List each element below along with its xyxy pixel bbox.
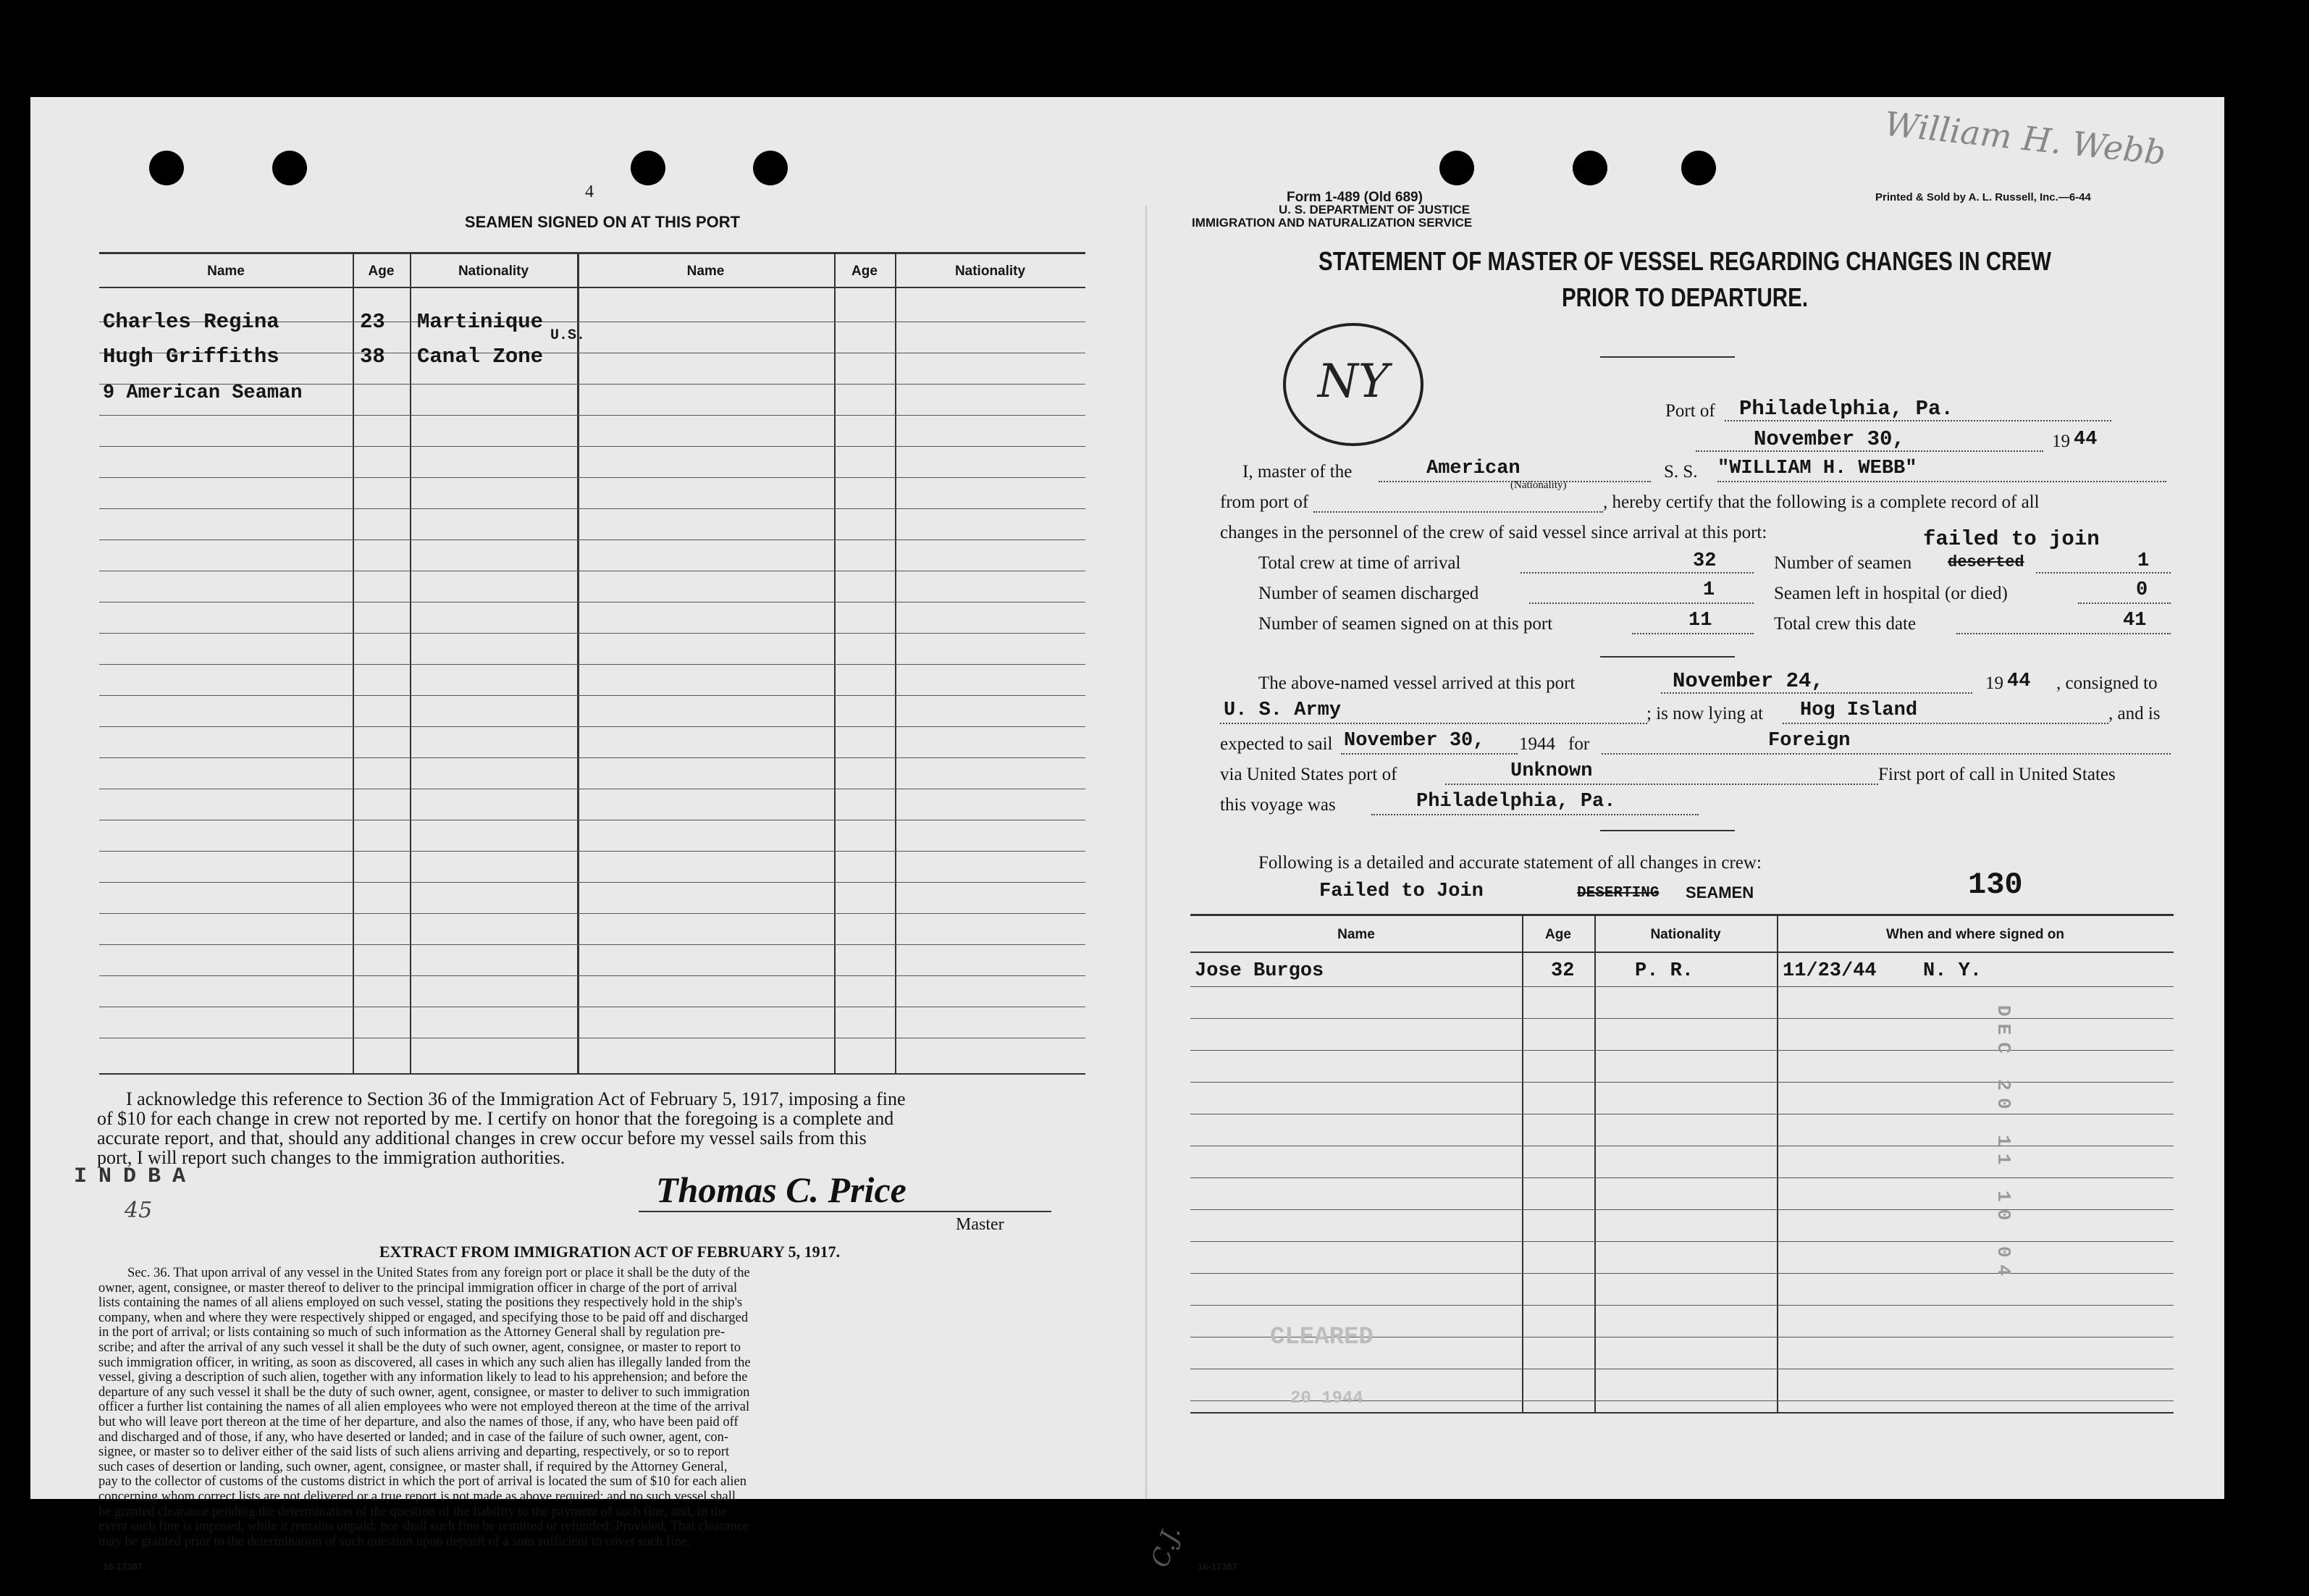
column-header: Age (1545, 927, 1571, 942)
punch-hole (1439, 151, 1474, 185)
acknowledgment-text: I acknowledge this reference to Section 36 of the Immigration Act of February 5, 1917, imposing a fine of $10 for each change in crew not reported by me. I certify on honor that the foregoing is a complete and accurate report, and that, should any additional changes in crew occur before my vessel sails from this port, I will report such changes to the immigration authorities. (97, 1088, 906, 1168)
table-row-name: Jose Burgos (1195, 960, 1324, 982)
table-divider (834, 252, 836, 1075)
for-label: for (1568, 734, 1590, 754)
table-ruling (1190, 1305, 2174, 1306)
extract-line: vessel, giving a description of such alien, together with any information likely to lead to his apprehension; and before the (98, 1370, 748, 1385)
faint-stamp: CLEARED (1270, 1324, 1374, 1351)
section-rule (1600, 656, 1735, 658)
expected-line (1341, 753, 1518, 755)
dotted-leader (2036, 572, 2171, 574)
table-ruling (99, 508, 1085, 509)
us-annotation: U.S. (550, 327, 586, 344)
left-heading: SEAMEN SIGNED ON AT THIS PORT (464, 213, 741, 231)
table-ruling (99, 664, 1085, 665)
nationality-value: American (1426, 458, 1521, 479)
form-code: 16-17387 (1198, 1561, 1237, 1572)
total-crew-date-value: 41 (2123, 610, 2147, 631)
column-header: Name (207, 264, 245, 279)
page-number: 4 (585, 182, 594, 201)
punch-hole (272, 151, 307, 185)
signed-on-label: Number of seamen signed on at this port (1258, 614, 1553, 634)
from-port-line (1313, 511, 1603, 513)
dotted-leader (2078, 602, 2171, 604)
table-ruling (1190, 1241, 2174, 1242)
port-label: Port of (1665, 401, 1715, 421)
handwritten-corner: William H. Webb (1883, 104, 2168, 173)
printer-imprint: Printed & Sold by A. L. Russell, Inc.—6-44 (1875, 191, 2091, 203)
column-header: Nationality (1650, 927, 1721, 942)
hospital-label: Seamen left in hospital (or died) (1774, 584, 2008, 603)
for-line (1602, 753, 2171, 755)
dotted-leader (1529, 602, 1754, 604)
arrived-year-prefix: 19 (1985, 673, 2003, 693)
expected-year: 1944 (1519, 734, 1555, 754)
column-header: Name (686, 264, 725, 279)
total-crew-arrival-label: Total crew at time of arrival (1258, 553, 1461, 573)
department: U. S. DEPARTMENT OF JUSTICE (1279, 203, 1471, 217)
extract-line: company, when and where they were respectively shipped or engaged, and specifying those to be paid off and discharged (98, 1310, 749, 1325)
extract-heading: EXTRACT FROM IMMIGRATION ACT OF FEBRUARY 5, 1917. (379, 1243, 841, 1261)
changes-text: changes in the personnel of the crew of said vessel since arrival at this port: (1220, 523, 1767, 542)
column-header: When and where signed on (1886, 927, 2064, 942)
seamen-caption: SEAMEN (1686, 883, 1754, 902)
signature-line (639, 1211, 1051, 1212)
via-line (1445, 784, 1878, 785)
date-year-prefix: 19 (2052, 432, 2070, 451)
table-bottom-rule (99, 1073, 1085, 1075)
title-rule (1600, 356, 1735, 358)
punch-hole (149, 151, 184, 185)
table-ruling (1190, 1018, 2174, 1019)
master-signature: Thomas C. Price (656, 1169, 907, 1210)
table-divider (353, 252, 354, 1075)
form-number: Form 1-489 (Old 689) (1287, 190, 1423, 205)
certify-text: , hereby certify that the following is a complete record of all (1603, 492, 2040, 512)
extract-line: owner, agent, consignee, or master thereof to deliver to the principal immigration officer in charge of the port of arrival (98, 1280, 738, 1295)
punch-hole (1681, 151, 1716, 185)
vertical-date-stamp: DEC 20 11 10 04 (1993, 1005, 2014, 1284)
table-top-rule (99, 252, 1085, 254)
column-header: Nationality (458, 264, 529, 279)
vessel-line (1717, 481, 2166, 482)
table-row-age: 38 (360, 345, 385, 369)
table-row-name: Hugh Griffiths (103, 345, 279, 369)
column-header: Age (368, 264, 395, 279)
extract-line: such cases of desertion or landing, such owner, agent, consignee, or master shall, if required by the Attorney General, (98, 1459, 728, 1474)
extract-line: Sec. 36. That upon arrival of any vessel in the United States from any foreign port or place it shall be the duty of the (127, 1266, 750, 1280)
arrived-year: 44 (2007, 671, 2031, 692)
faint-stamp: INDBA (74, 1164, 198, 1189)
table-divider (410, 252, 411, 1075)
seamen-correction: failed to join (1923, 527, 2100, 551)
table-row-when: 11/23/44 (1783, 960, 1877, 982)
arrived-label: The above-named vessel arrived at this port (1258, 673, 1576, 693)
table-divider (1594, 914, 1596, 1414)
vessel-name: "WILLIAM H. WEBB" (1717, 458, 1917, 479)
consigned-label: , consigned to (2056, 673, 2158, 693)
seamen-struck: deserted (1948, 553, 2024, 571)
extract-line: scribe; and after the arrival of any such vessel it shall be the duty of such owner, agent, consignee, or master to report to (98, 1340, 741, 1355)
table-ruling (99, 446, 1085, 447)
extract-line: in the port of arrival; or lists containing so much of such information as the Attorney General shall by regulation pre- (98, 1325, 725, 1340)
table-ruling (99, 633, 1085, 634)
table-row-age: 32 (1551, 960, 1575, 982)
column-header: Name (1337, 927, 1375, 942)
voyage-label: this voyage was (1220, 795, 1336, 815)
page-fold (1145, 206, 1147, 1596)
nationality-caption: (Nationality) (1510, 479, 1567, 491)
table-header-rule (99, 287, 1085, 288)
and-is: , and is (2108, 704, 2161, 723)
consignee-value: U. S. Army (1224, 700, 1342, 721)
dotted-leader (1632, 633, 1754, 634)
table-divider (1777, 914, 1778, 1414)
expected-label: expected to sail (1220, 734, 1333, 754)
form-code: 16-17387 (103, 1561, 143, 1572)
discharged-label: Number of seamen discharged (1258, 584, 1479, 603)
table-ruling (1190, 1273, 2174, 1274)
table-ruling (1190, 1082, 2174, 1083)
extract-line: pay to the collector of customs of the customs district in which the port of arrival is located the sum of $10 for each alien (98, 1474, 746, 1490)
via-value: Unknown (1510, 760, 1593, 782)
table-ruling (1190, 1050, 2174, 1051)
table-row-age: 23 (360, 310, 385, 334)
table-row-nationality: Martinique (417, 310, 544, 334)
form-subtitle: PRIOR TO DEPARTURE. (1561, 282, 1809, 312)
table-ruling (1190, 1177, 2174, 1178)
table-ruling (99, 415, 1085, 416)
table-ruling (1190, 986, 2174, 987)
for-value: Foreign (1768, 730, 1851, 752)
table-row-nationality: Canal Zone (417, 345, 544, 369)
port-value: Philadelphia, Pa. (1739, 397, 1953, 421)
table-ruling (99, 695, 1085, 696)
extract-text (98, 1266, 1095, 1549)
from-port-label: from port of (1220, 492, 1309, 512)
section-rule (1600, 830, 1735, 831)
punch-hole (753, 151, 788, 185)
table-divider (895, 252, 896, 1075)
punch-hole (631, 151, 665, 185)
column-header: Nationality (954, 264, 1026, 279)
table-ruling (99, 944, 1085, 945)
extract-line: signee, or master so to deliver either of the said lists of such aliens arriving and departing, respectively, or so to report (98, 1445, 730, 1460)
seamen-label: Number of seamen (1774, 553, 1912, 573)
table-row-name: 9 American Seaman (103, 382, 303, 404)
total-crew-date-label: Total crew this date (1774, 614, 1917, 634)
margin-initials: C.J. (1145, 1522, 1187, 1571)
date-year: 44 (2074, 429, 2098, 450)
extract-line: officer a further list containing the names of all alien employees who were not employed thereon at the time of the arrival (98, 1400, 750, 1415)
extract-line: event such fine is imposed, while it remains unpaid; nor shall such fine be remitted or refunded: Provided, That clearance (98, 1519, 749, 1534)
lying-value: Hog Island (1800, 700, 1918, 721)
seamen-value: 1 (2137, 550, 2150, 572)
first-port-label: First port of call in United States (1878, 765, 2116, 784)
discharged-value: 1 (1703, 579, 1715, 601)
table-bottom-rule (1190, 1412, 2174, 1414)
extract-line: may be granted prior to the determination of such question upon deposit of a sum sufficient to cover such fine. (98, 1534, 691, 1549)
extract-line: such immigration officer, in writing, as soon as discovered, all cases in which any such alien has illegally landed from the (98, 1355, 751, 1370)
table-divider (1522, 914, 1523, 1414)
service: IMMIGRATION AND NATURALIZATION SERVICE (1192, 216, 1473, 230)
following-text: Following is a detailed and accurate statement of all changes in crew: (1258, 853, 1762, 873)
extract-line: departure of any such vessel it shall be the duty of such owner, agent, consignee, or master to deliver to such immigration (98, 1385, 750, 1400)
table-ruling (99, 539, 1085, 540)
faint-stamp: 20 1944 (1290, 1389, 1363, 1408)
extract-line: concerning whom correct lists are not delivered or a true report is not made as above required; and no such vessel shall (98, 1489, 736, 1504)
deserting-struck: DESERTING (1577, 885, 1660, 902)
lying-label: ; is now lying at (1646, 704, 1764, 723)
table-row-nationality: P. R. (1635, 960, 1694, 982)
date-value: November 30, (1754, 427, 1905, 451)
hospital-value: 0 (2136, 579, 2148, 601)
circled-mark: NY (1283, 323, 1423, 446)
failed-to-join: Failed to Join (1319, 881, 1484, 902)
table-ruling (99, 851, 1085, 852)
voyage-line (1371, 814, 1699, 815)
expected-value: November 30, (1344, 730, 1485, 752)
table-ruling (99, 913, 1085, 914)
punch-hole (1573, 151, 1607, 185)
extract-line: and discharged and of those, if any, who have deserted or landed; and in case of the failure of such owner, agent, con- (98, 1429, 728, 1445)
via-label: via United States port of (1220, 765, 1397, 784)
dotted-leader (1521, 572, 1754, 574)
pencil-number: 45 (125, 1198, 153, 1223)
table-top-rule (1190, 914, 2174, 916)
table-row-where: N. Y. (1923, 960, 1982, 982)
signature-label: Master (956, 1215, 1004, 1234)
table-ruling (99, 975, 1085, 976)
lying-line (1783, 723, 2108, 724)
master-label: I, master of the (1242, 462, 1353, 482)
column-header: Age (851, 264, 878, 279)
dotted-leader (1956, 633, 2171, 634)
extract-line: be granted clearance pending the determination of the question of the liability to the payment of such fine, and, in the (98, 1504, 728, 1519)
consignee-line (1220, 723, 1647, 724)
extract-line: but who will leave port thereon at the time of her departure, and also the names of those, if any, who have been paid off (98, 1414, 739, 1429)
table-ruling (1190, 1209, 2174, 1210)
extract-line: lists containing the names of all aliens employed on such vessel, stating the positions they respectively hold in the ship's (98, 1295, 743, 1311)
ss-label: S. S. (1664, 462, 1698, 482)
page-count-130: 130 (1968, 868, 2023, 902)
table-divider (577, 252, 579, 1075)
table-ruling (99, 882, 1085, 883)
table-ruling (99, 757, 1085, 758)
voyage-value: Philadelphia, Pa. (1416, 791, 1616, 812)
table-header-rule (1190, 952, 2174, 953)
document-sheet (30, 97, 2224, 1572)
total-crew-arrival-value: 32 (1693, 550, 1717, 572)
form-title: STATEMENT OF MASTER OF VESSEL REGARDING CHANGES IN CREW (1318, 246, 2051, 276)
signed-on-value: 11 (1688, 610, 1712, 631)
arrived-value: November 24, (1673, 669, 1824, 693)
table-row-name: Charles Regina (103, 310, 279, 334)
table-ruling (99, 477, 1085, 478)
table-ruling (99, 726, 1085, 727)
